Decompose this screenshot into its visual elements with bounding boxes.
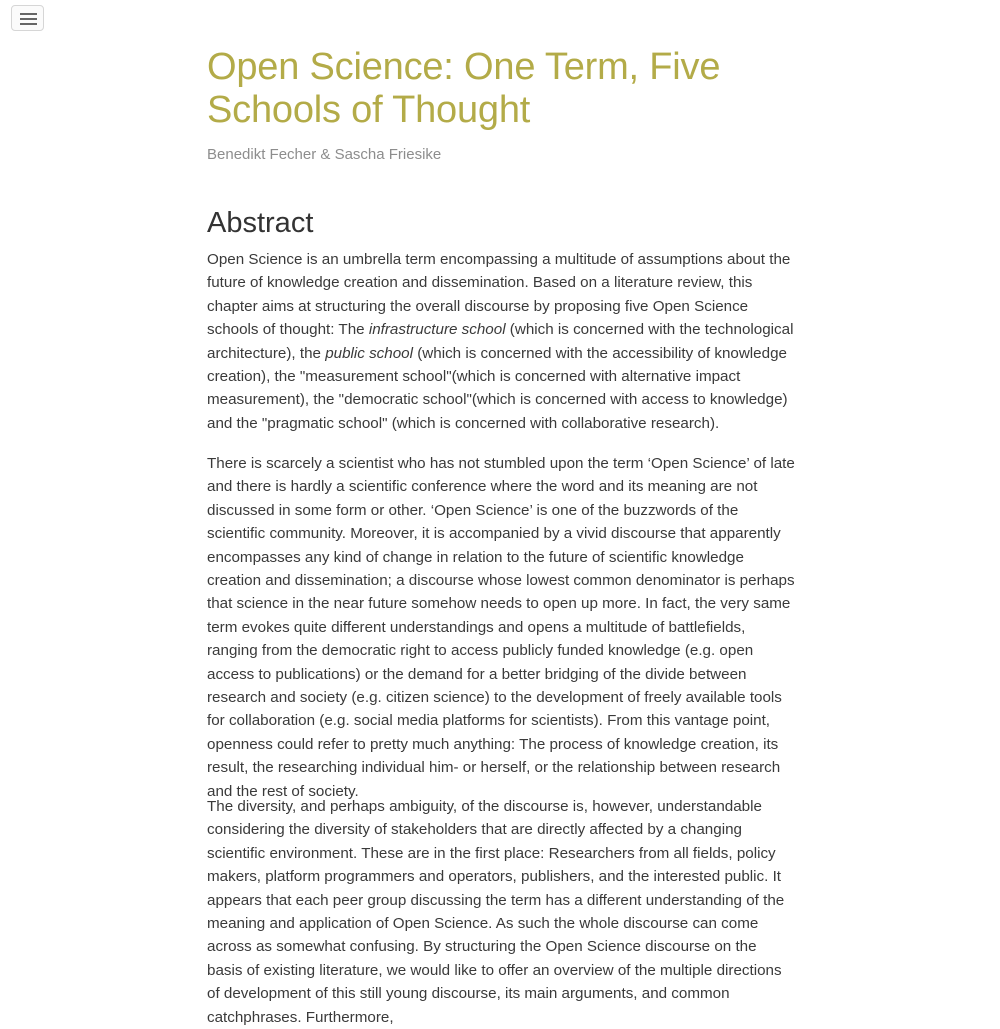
paragraph-text: (which is concerned with the accessibility of knowledge creation), the "measurement school"(which is concerned with alternative impact measurement), the "democratic school"(which is concerned with access to knowledge) and the "pragmatic school" (which is concerned with collaborative research). [207,344,788,432]
paragraph-text: (which is concerned with the technological architecture), the [207,321,794,362]
infrastructure-school-term: infrastructure school [368,321,506,339]
body-paragraph-1: There is scarcely a scientist who has not stumbled upon the term ‘Open Science’ of late and there is hardly a scientific conference where the word and its meaning are not discussed in some form or other. ‘Open Science’ is one of the buzzwords of the scientific community. Moreover, it is accompanied by a vivid discourse that apparently encompasses any kind of change in relation to the future of scientific knowledge creation and dissemination; a discourse whose lowest common denominator is perhaps that science in the near future somehow needs to open up more. In fact, the very same term evokes quite different understandings and opens a multitude of battlefields, ranging from the democratic right to access publicly funded knowledge (e.g. open access to publications) or the demand for a better bridging of the divide between research and society (e.g. citizen science) to the development of freely available tools for collaboration (e.g. social media platforms for scientists). From this vantage point, openness could refer to pretty much anything: The process of knowledge creation, its result, the researching individual him- or herself, or the relationship between research and the rest of society. [207,455,795,800]
authors: Benedikt Fecher & Sascha Friesike [207,146,442,163]
abstract-heading: Abstract [207,207,314,239]
menu-toggle-button[interactable] [11,5,44,31]
body-paragraph-2: The diversity, and perhaps ambiguity, of the discourse is, however, understandable considering the diversity of stakeholders that are directly affected by a changing scientific environment. These are in the first place: Researchers from all fields, policy makers, platform programmers and operators, publishers, and the interested public. It appears that each peer group discussing the term has a different understanding of the meaning and application of Open Science. As such the whole discourse can come across as somewhat confusing. By structuring the Open Science discourse on the basis of existing literature, we would like to offer an overview of the multiple directions of development of this still young discourse, its main arguments, and common catchphrases. Furthermore, [207,798,785,1026]
abstract-paragraph-1 [207,248,795,435]
public-school-term: public school [325,344,413,362]
page-title: Open Science: One Term, Five Schools of Thought [207,46,721,131]
paragraph-text: Open Science is an umbrella term encompassing a multitude of assumptions about the future of knowledge creation and dissemination. Based on a literature review, this chapter aims at structuring the overall discourse by proposing five Open Science schools of thought: The [207,251,791,339]
